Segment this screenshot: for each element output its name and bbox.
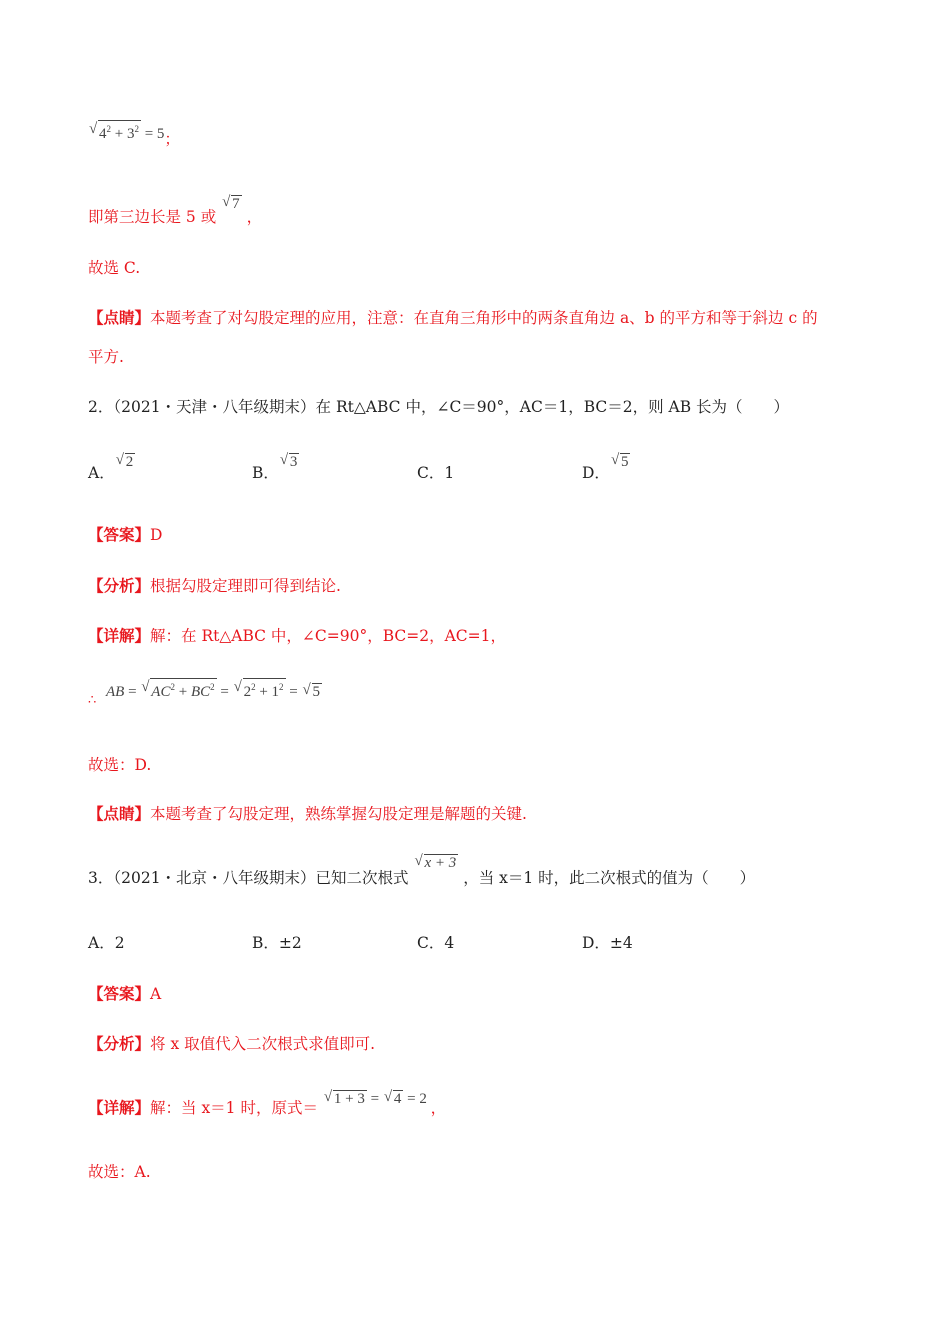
comment-1: 【点睛】本题考查了对勾股定理的应用，注意：在直角三角形中的两条直角边 a、b 的平方和等于斜边 c 的 <box>88 308 818 327</box>
option-c: C．1 <box>417 464 455 482</box>
option-b: B． √ 3 <box>252 452 298 482</box>
q2-calculation: AB = √ $AC^2 + BC^2$ = √ $2^2 + 1^2$ = √ 5 <box>106 679 321 700</box>
option-a: A． √ 2 <box>88 452 134 482</box>
choose-c: 故选 C. <box>88 259 141 277</box>
comment-1-cont: 平方. <box>88 348 124 366</box>
option-b: B．±2 <box>252 934 302 952</box>
question-3-stem: 3．（2021・北京・八年级期末）已知二次根式 √ x + 3 ，当 x＝1 时，此二次根式的值为（ ） <box>88 853 756 887</box>
option-a: A．2 <box>88 934 125 952</box>
third-side-statement: 即第三边长是 5 或 √ 7 ， <box>88 194 263 226</box>
option-d: D． √ 5 <box>582 452 629 482</box>
choose-a: 故选：A. <box>88 1163 151 1181</box>
therefore-symbol: ∴ <box>88 693 96 708</box>
detail-3: 【详解】解：当 x＝1 时，原式＝ √ 1 + 3 = √ 4 = 2 ， <box>88 1089 447 1117</box>
choose-d: 故选：D. <box>88 756 152 774</box>
option-c: C．4 <box>417 934 455 952</box>
question-2-stem: 2．（2021・天津・八年级期末）在 Rt△ABC 中，∠C＝90°，AC＝1，BC＝2，则 AB 长为（ ） <box>88 398 790 416</box>
equation-hypotenuse: √ $4^2 + 3^2 = 5$； <box>89 121 180 148</box>
option-d: D．±4 <box>582 934 633 952</box>
analysis-2: 【分析】根据勾股定理即可得到结论. <box>88 576 341 595</box>
detail-2: 【详解】解：在 Rt△ABC 中，∠C=90°，BC=2，AC=1， <box>88 626 507 645</box>
answer-2: 【答案】D <box>88 525 163 544</box>
question-3-options <box>88 932 888 956</box>
question-2-options <box>88 452 888 486</box>
comment-2: 【点睛】本题考查了勾股定理，熟练掌握勾股定理是解题的关键. <box>88 804 527 823</box>
answer-3: 【答案】A <box>88 984 162 1003</box>
analysis-3: 【分析】将 x 取值代入二次根式求值即可. <box>88 1034 376 1053</box>
